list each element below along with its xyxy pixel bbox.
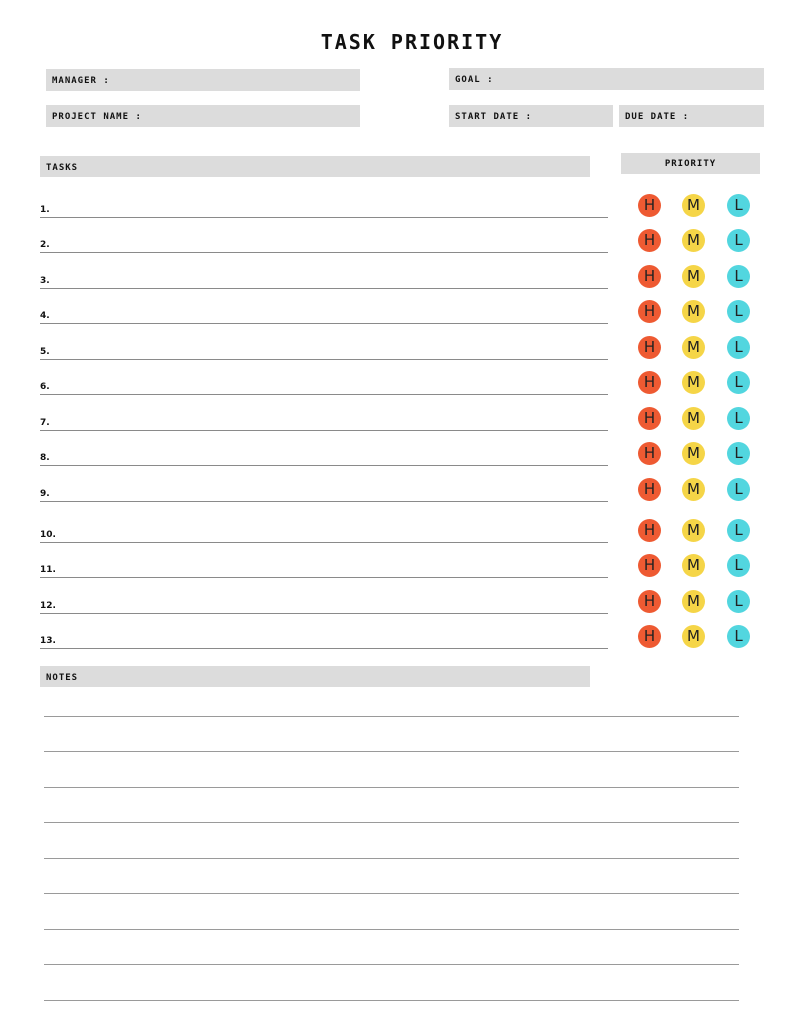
priority-low-badge[interactable]: L xyxy=(727,478,750,501)
task-row[interactable] xyxy=(40,563,608,578)
task-number: 5. xyxy=(40,347,50,357)
task-row[interactable] xyxy=(40,487,608,502)
page-title: TASK PRIORITY xyxy=(320,30,504,54)
priority-medium-badge[interactable]: M xyxy=(682,300,705,323)
priority-high-badge[interactable]: H xyxy=(638,300,661,323)
note-line[interactable] xyxy=(44,1000,739,1001)
goal-label: GOAL : xyxy=(455,75,494,85)
priority-low-badge[interactable]: L xyxy=(727,407,750,430)
priority-high-badge[interactable]: H xyxy=(638,371,661,394)
priority-low-badge[interactable]: L xyxy=(727,519,750,542)
priority-high-badge[interactable]: H xyxy=(638,590,661,613)
priority-high-badge[interactable]: H xyxy=(638,229,661,252)
note-line[interactable] xyxy=(44,787,739,788)
notes-header xyxy=(40,666,590,687)
goal-field[interactable] xyxy=(449,68,764,90)
project-name-field[interactable] xyxy=(46,105,360,127)
task-row[interactable] xyxy=(40,274,608,289)
priority-high-badge[interactable]: H xyxy=(638,625,661,648)
priority-low-badge[interactable]: L xyxy=(727,229,750,252)
priority-header-label: PRIORITY xyxy=(664,159,717,169)
task-row[interactable] xyxy=(40,345,608,360)
task-row[interactable] xyxy=(40,634,608,649)
priority-high-badge[interactable]: H xyxy=(638,194,661,217)
priority-high-badge[interactable]: H xyxy=(638,554,661,577)
priority-low-badge[interactable]: L xyxy=(727,590,750,613)
task-row[interactable] xyxy=(40,528,608,543)
due-date-label: DUE DATE : xyxy=(625,112,690,122)
priority-medium-badge[interactable]: M xyxy=(682,265,705,288)
manager-label: MANAGER : xyxy=(52,76,110,86)
start-date-field[interactable] xyxy=(449,105,613,127)
priority-medium-badge[interactable]: M xyxy=(682,554,705,577)
task-row[interactable] xyxy=(40,599,608,614)
priority-medium-badge[interactable]: M xyxy=(682,519,705,542)
priority-medium-badge[interactable]: M xyxy=(682,478,705,501)
priority-medium-badge[interactable]: M xyxy=(682,625,705,648)
note-line[interactable] xyxy=(44,858,739,859)
note-line[interactable] xyxy=(44,751,739,752)
priority-medium-badge[interactable]: M xyxy=(682,336,705,359)
priority-low-badge[interactable]: L xyxy=(727,265,750,288)
priority-low-badge[interactable]: L xyxy=(727,194,750,217)
task-number: 3. xyxy=(40,276,50,286)
start-date-label: START DATE : xyxy=(455,112,533,122)
priority-medium-badge[interactable]: M xyxy=(682,442,705,465)
priority-high-badge[interactable]: H xyxy=(638,407,661,430)
priority-medium-badge[interactable]: M xyxy=(682,407,705,430)
priority-low-badge[interactable]: L xyxy=(727,371,750,394)
note-line[interactable] xyxy=(44,893,739,894)
priority-medium-badge[interactable]: M xyxy=(682,229,705,252)
task-row[interactable] xyxy=(40,309,608,324)
priority-medium-badge[interactable]: M xyxy=(682,590,705,613)
note-line[interactable] xyxy=(44,964,739,965)
priority-high-badge[interactable]: H xyxy=(638,265,661,288)
task-row[interactable] xyxy=(40,380,608,395)
priority-medium-badge[interactable]: M xyxy=(682,194,705,217)
task-number: 11. xyxy=(40,565,56,575)
manager-field[interactable] xyxy=(46,69,360,91)
task-row[interactable] xyxy=(40,238,608,253)
priority-high-badge[interactable]: H xyxy=(638,478,661,501)
task-number: 13. xyxy=(40,636,56,646)
priority-low-badge[interactable]: L xyxy=(727,554,750,577)
priority-low-badge[interactable]: L xyxy=(727,625,750,648)
task-number: 9. xyxy=(40,489,50,499)
task-number: 10. xyxy=(40,530,56,540)
tasks-header-label: TASKS xyxy=(46,163,79,173)
priority-high-badge[interactable]: H xyxy=(638,442,661,465)
notes-header-label: NOTES xyxy=(46,673,79,683)
priority-low-badge[interactable]: L xyxy=(727,336,750,359)
task-number: 7. xyxy=(40,418,50,428)
priority-high-badge[interactable]: H xyxy=(638,336,661,359)
task-number: 2. xyxy=(40,240,50,250)
tasks-header xyxy=(40,156,590,177)
task-row[interactable] xyxy=(40,203,608,218)
task-number: 8. xyxy=(40,453,50,463)
project-name-label: PROJECT NAME : xyxy=(52,112,142,122)
note-line[interactable] xyxy=(44,822,739,823)
task-number: 1. xyxy=(40,205,50,215)
task-row[interactable] xyxy=(40,416,608,431)
priority-low-badge[interactable]: L xyxy=(727,300,750,323)
task-number: 4. xyxy=(40,311,50,321)
priority-high-badge[interactable]: H xyxy=(638,519,661,542)
task-number: 6. xyxy=(40,382,50,392)
note-line[interactable] xyxy=(44,929,739,930)
note-line[interactable] xyxy=(44,716,739,717)
priority-medium-badge[interactable]: M xyxy=(682,371,705,394)
priority-low-badge[interactable]: L xyxy=(727,442,750,465)
task-row[interactable] xyxy=(40,451,608,466)
priority-header xyxy=(621,153,760,174)
task-number: 12. xyxy=(40,601,56,611)
due-date-field[interactable] xyxy=(619,105,764,127)
